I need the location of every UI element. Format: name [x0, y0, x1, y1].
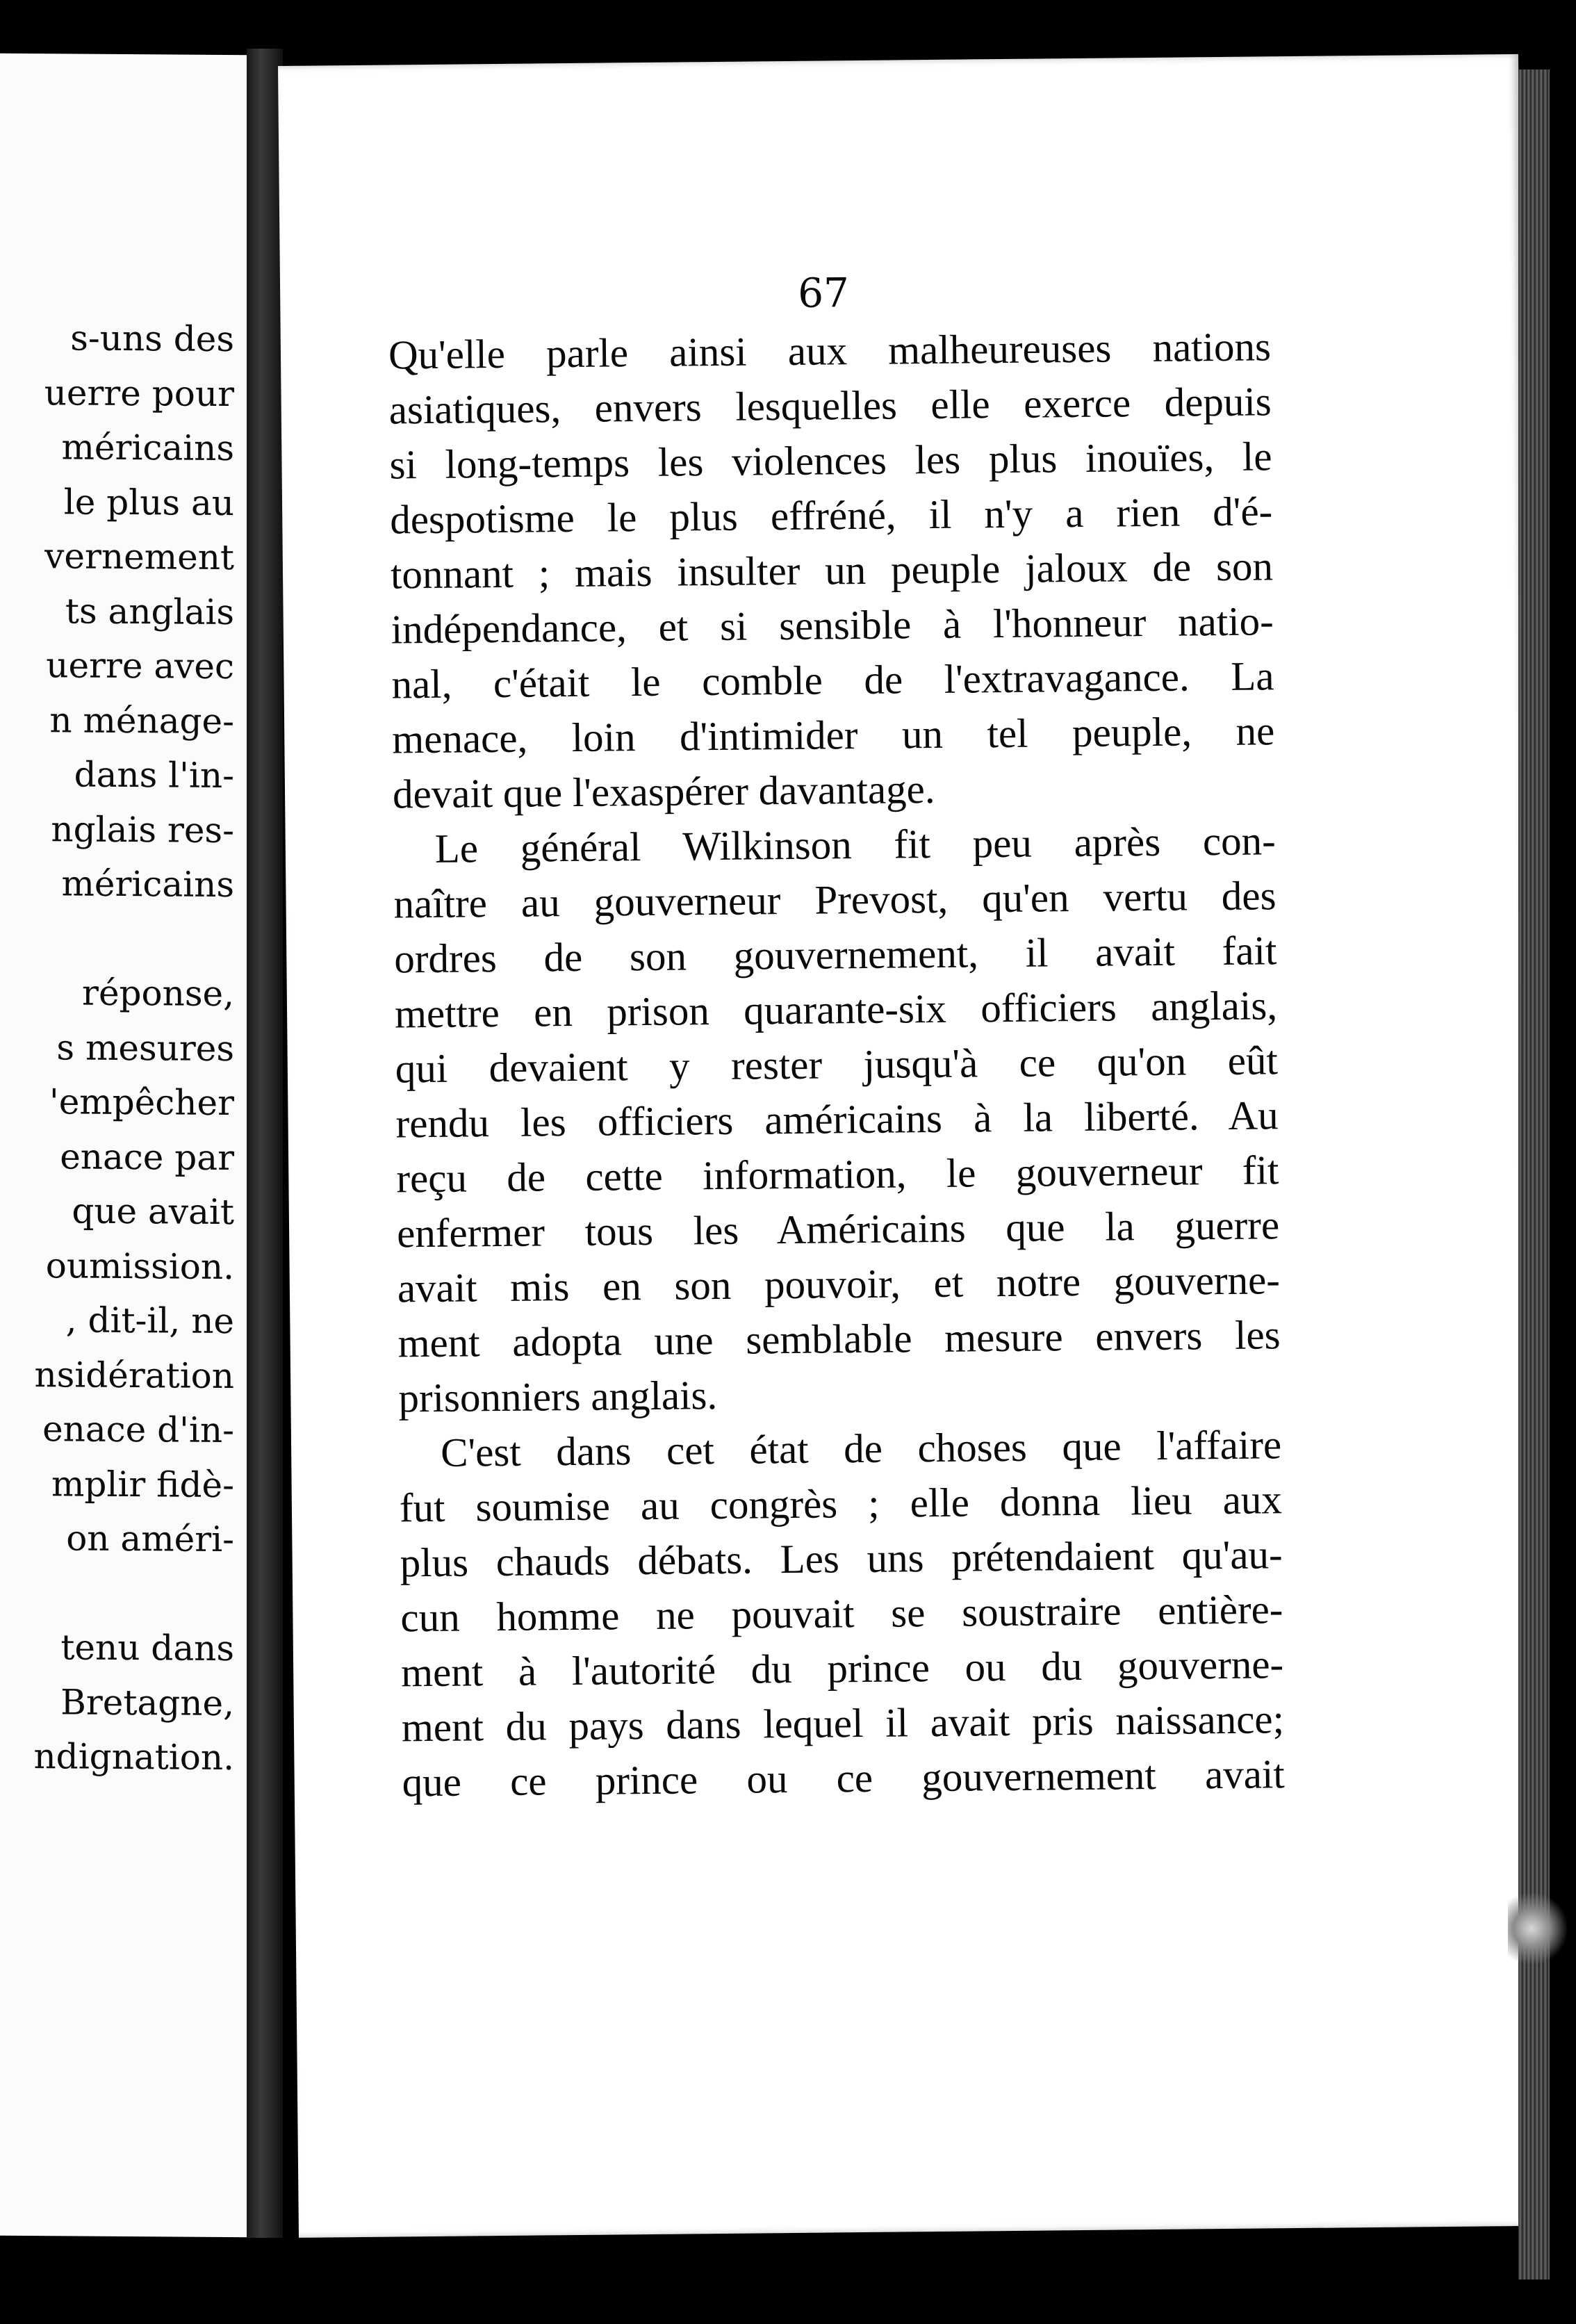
text-line: Le général Wilkinson fit peu après con- — [434, 817, 1277, 872]
text-line: ment adopta une semblable mesure envers les — [397, 1311, 1281, 1366]
text-line: fut soumise au congrès ; elle donna lieu aux — [399, 1476, 1283, 1531]
text-line-gap — [33, 1566, 234, 1622]
text-line: 'empêcher — [49, 1081, 234, 1124]
text-line: uerre avec — [46, 645, 234, 687]
text-line: asiatiques, envers lesquelles elle exerce depuis — [388, 378, 1272, 433]
text-line: nsidération — [34, 1354, 234, 1396]
text-line: ordres de son gouvernement, il avait fait — [394, 927, 1277, 982]
text-line: n ménage- — [49, 699, 234, 742]
text-line: devait que l'exaspérer davantage. — [392, 765, 935, 817]
text-line: enace par — [60, 1136, 234, 1178]
text-line: dans l'in- — [74, 754, 234, 796]
text-line: tenu dans — [60, 1627, 234, 1669]
text-line: enace d'in- — [42, 1409, 234, 1451]
text-line: vernement — [44, 536, 234, 578]
text-line: plus chauds débats. Les uns prétendaient qu'au- — [400, 1531, 1283, 1586]
page-number: 67 — [797, 269, 850, 317]
text-line: avait mis en son pouvoir, et notre gouverne- — [397, 1257, 1281, 1311]
text-line: méricains — [61, 427, 234, 469]
text-line: on améri- — [66, 1518, 234, 1560]
text-line: despotisme le plus effréné, il n'y a rien d'é- — [389, 488, 1273, 543]
text-line: uerre pour — [44, 372, 234, 414]
text-line: ts anglais — [65, 590, 234, 632]
text-line: mettre en prison quarante-six officiers anglais, — [394, 982, 1278, 1037]
text-line: naître au gouverneur Prevost, qu'en vertu des — [393, 872, 1277, 927]
text-line-gap — [33, 911, 234, 967]
previous-page-text — [33, 311, 234, 1785]
text-line: ment du pays dans lequel il avait pris naissance; — [401, 1696, 1285, 1751]
text-line: rendu les officiers américains à la liberté. Au — [395, 1092, 1279, 1147]
text-line: reçu de cette information, le gouverneur fit — [396, 1147, 1279, 1202]
text-line: nal, c'était le comble de l'extravagance. La — [391, 653, 1274, 707]
previous-page — [0, 54, 249, 2237]
text-line: ment à l'autorité du prince ou du gouverne- — [400, 1641, 1284, 1696]
text-line: prisonniers anglais. — [398, 1372, 718, 1421]
text-line: enfermer tous les Américains que la guerre — [396, 1202, 1280, 1257]
paper-stain — [1508, 1890, 1567, 1967]
text-line: cun homme ne pouvait se soustraire entière- — [400, 1586, 1283, 1641]
text-line: mplir fidè- — [51, 1463, 234, 1505]
text-line: que avait — [72, 1190, 234, 1233]
text-line: le plus au — [63, 481, 234, 523]
text-line: tonnant ; mais insulter un peuple jaloux de son — [390, 543, 1274, 598]
text-line: si long-temps les violences les plus inouïes, le — [389, 433, 1272, 488]
text-line: C'est dans cet état de choses que l'affaire — [440, 1421, 1282, 1475]
text-line: que ce prince ou ce gouvernement avait — [402, 1751, 1285, 1806]
text-line: s-uns des — [70, 318, 234, 360]
text-line: réponse, — [82, 972, 234, 1015]
text-line: oumission. — [45, 1245, 234, 1287]
page-body-text — [388, 319, 1285, 1810]
book-gutter — [247, 49, 283, 2238]
text-line: indépendance, et si sensible à l'honneur natio- — [391, 598, 1274, 653]
text-line: , dit-il, ne — [65, 1300, 234, 1342]
text-line: s mesures — [56, 1026, 234, 1069]
text-line: Bretagne, — [60, 1681, 234, 1724]
current-page — [278, 54, 1539, 2238]
text-line: menace, loin d'intimider un tel peuple, ne — [391, 707, 1275, 762]
text-line: qui devaient y rester jusqu'à ce qu'on eût — [395, 1037, 1279, 1092]
text-line: ndignation. — [33, 1736, 234, 1778]
text-line: méricains — [61, 863, 234, 906]
text-line: nglais res- — [51, 808, 234, 851]
text-line: Qu'elle parle ainsi aux malheureuses nations — [388, 323, 1272, 378]
